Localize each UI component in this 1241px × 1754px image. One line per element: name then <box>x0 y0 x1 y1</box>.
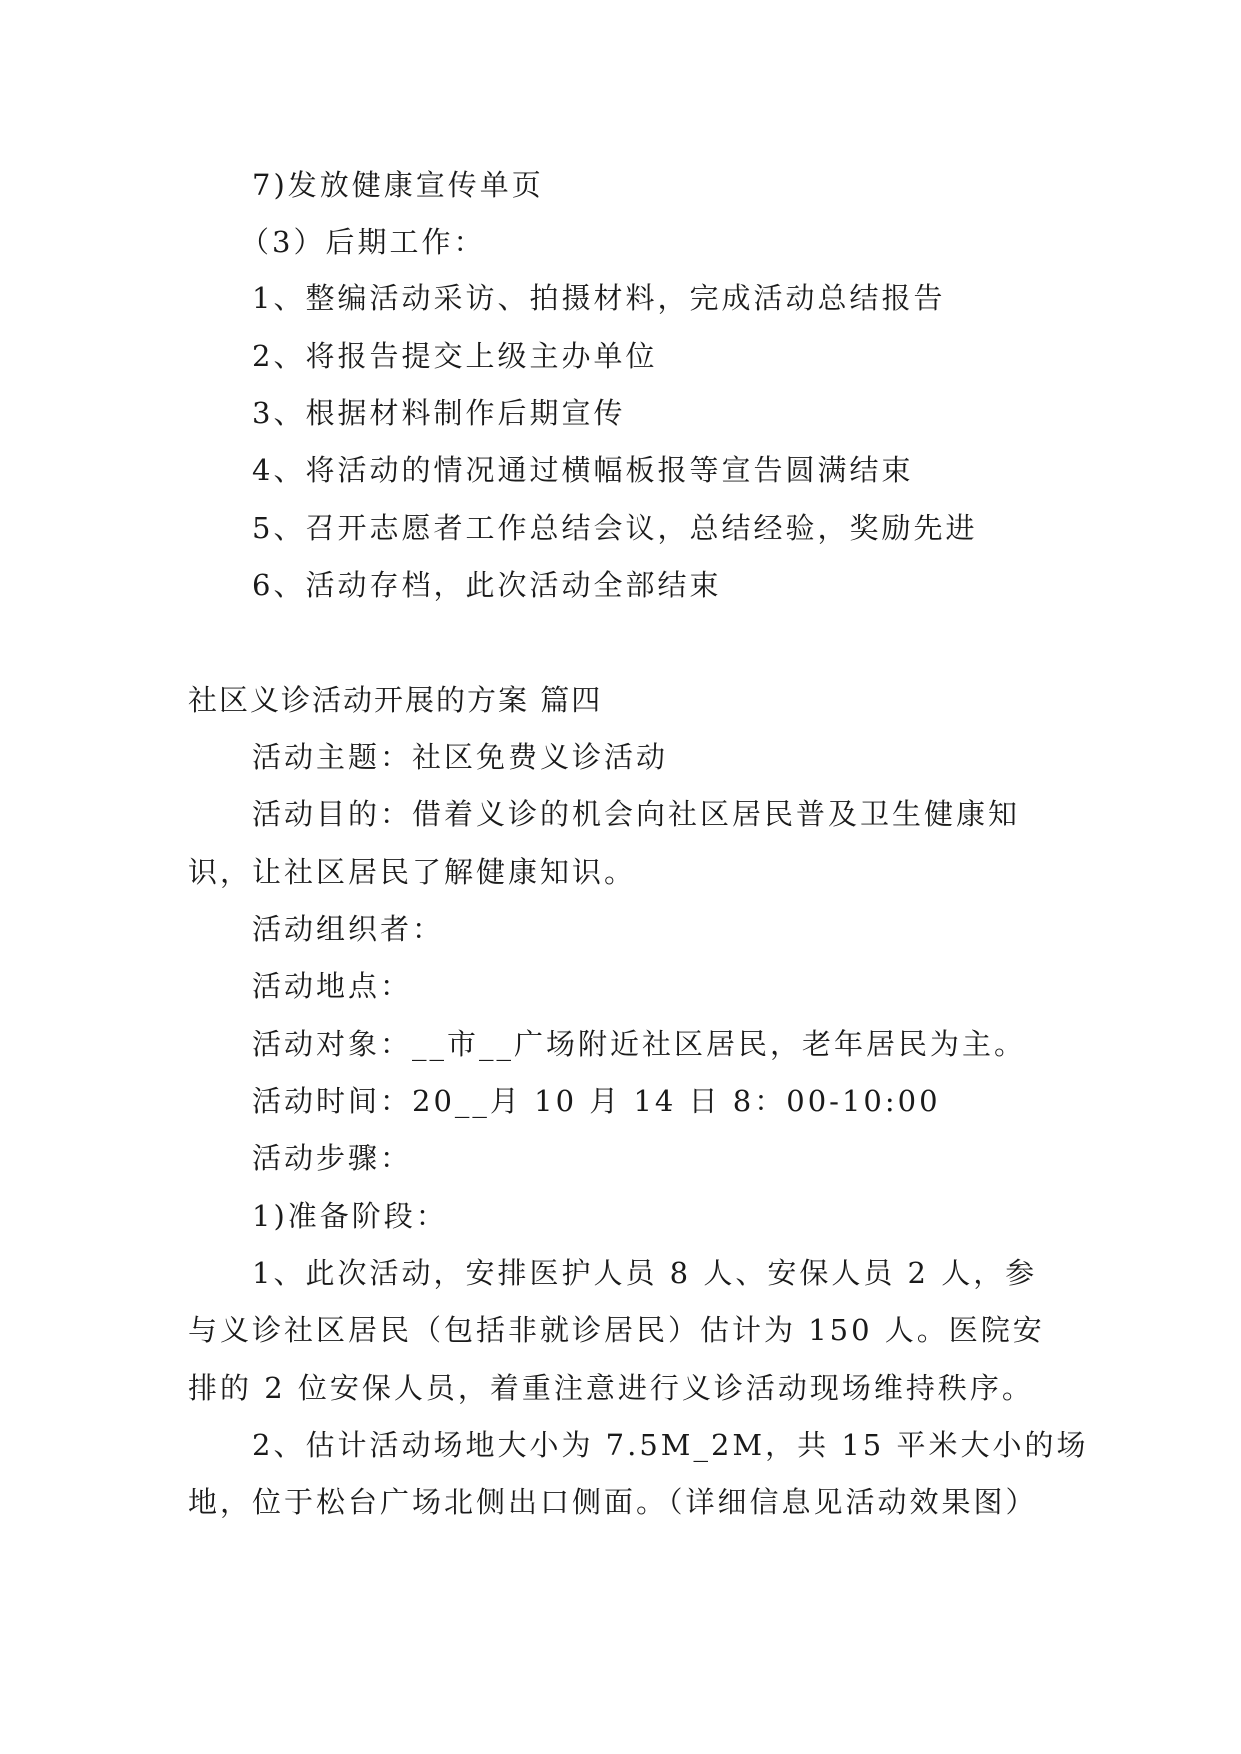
post-work-item-4: 4、将活动的情况通过横幅板报等宣告圆满结束 <box>252 453 914 487</box>
section-title: 社区义诊活动开展的方案 篇四 <box>188 683 603 717</box>
prep-item-1-line3: 排的 2 位安保人员，着重注意进行义诊活动现场维持秩序。 <box>188 1371 1034 1405</box>
activity-location: 活动地点： <box>252 969 413 1003</box>
prep-item-2-line1: 2、估计活动场地大小为 7.5M_2M，共 15 平米大小的场 <box>252 1428 1089 1462</box>
activity-purpose-line1: 活动目的：借着义诊的机会向社区居民普及卫生健康知 <box>252 797 1021 831</box>
activity-theme: 活动主题：社区免费义诊活动 <box>252 740 669 774</box>
activity-purpose-line2: 识，让社区居民了解健康知识。 <box>188 855 637 889</box>
post-work-item-6: 6、活动存档，此次活动全部结束 <box>252 568 722 602</box>
prep-item-1-line1: 1、此次活动，安排医护人员 8 人、安保人员 2 人，参 <box>252 1256 1038 1290</box>
prep-item-1-line2: 与义诊社区居民（包括非就诊居民）估计为 150 人。医院安 <box>188 1313 1045 1347</box>
prep-item-2-line2: 地，位于松台广场北侧出口侧面。（详细信息见活动效果图） <box>188 1485 1038 1519</box>
post-work-item-5: 5、召开志愿者工作总结会议，总结经验，奖励先进 <box>252 511 978 545</box>
prep-stage: 1)准备阶段： <box>252 1199 448 1233</box>
post-work-item-2: 2、将报告提交上级主办单位 <box>252 339 658 373</box>
activity-time: 活动时间：20__月 10 月 14 日 8：00-10:00 <box>252 1084 941 1118</box>
activity-steps: 活动步骤： <box>252 1141 413 1175</box>
post-work-item-1: 1、整编活动采访、拍摄材料，完成活动总结报告 <box>252 281 946 315</box>
post-work-heading: （3）后期工作： <box>240 225 486 259</box>
activity-organizer: 活动组织者： <box>252 912 445 946</box>
post-work-item-3: 3、根据材料制作后期宣传 <box>252 396 626 430</box>
activity-target: 活动对象：__市__广场附近社区居民，老年居民为主。 <box>252 1027 1027 1061</box>
list-item-7: 7)发放健康宣传单页 <box>252 168 544 202</box>
